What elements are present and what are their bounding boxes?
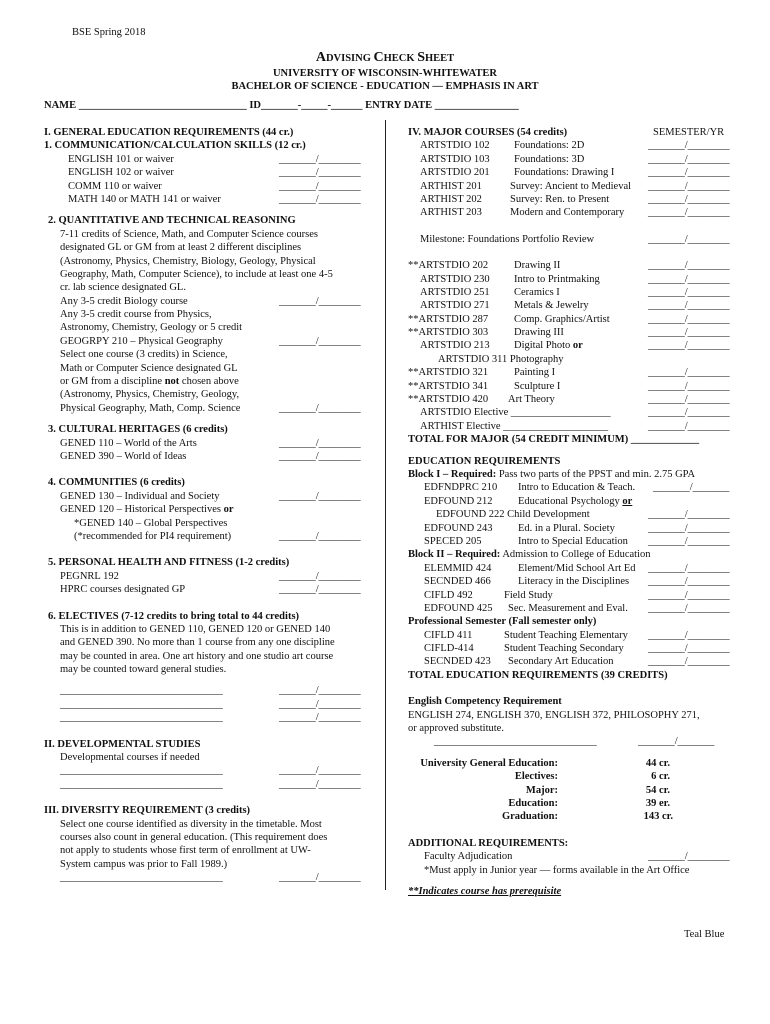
summary-row: Graduation: 143 cr. <box>501 811 673 823</box>
course-row: EDFOUND 222 Child Development _______/________ <box>436 509 730 521</box>
summary-row: Major: 54 cr. <box>525 784 670 796</box>
course-row: ARTSTDIO 103 Foundations: 3D _______/________ <box>420 153 730 165</box>
text-line: (Astronomy, Physics, Chemistry, Geology, <box>60 389 240 401</box>
course-row: ARTSTDIO 102 Foundations: 2D _______/________ <box>420 140 730 152</box>
additional-requirements-title: ADDITIONAL REQUIREMENTS: <box>408 837 569 849</box>
text-line: 7-11 credits of Science, Math, and Computer Science courses <box>60 228 318 240</box>
course-row: EDFNDPRC 210 Intro to Education & Teach. _______/_______ <box>424 482 730 494</box>
section-communities: 4. COMMUNITIES (6 credits) <box>48 477 185 489</box>
semester-blank[interactable]: _______/________ <box>279 530 361 542</box>
semester-blank[interactable]: _______/________ <box>648 300 730 312</box>
semester-blank[interactable]: _______/________ <box>279 437 361 449</box>
course-row: Any 3-5 credit Biology course _______/________ <box>60 295 361 307</box>
english-competency-title: English Competency Requirement <box>408 696 562 708</box>
section-communication: 1. COMMUNICATION/CALCULATION SKILLS (12 cr.) <box>44 140 306 152</box>
semester-blank[interactable]: _______/________ <box>648 602 730 614</box>
text-line: Geography, Math, Computer Science), to include at least one 4-5 <box>60 268 333 280</box>
semester-blank[interactable]: _______/________ <box>648 193 730 205</box>
course-row: ARTSTDIO 201 Foundations: Drawing I _______/________ <box>420 167 730 179</box>
course-row: ARTSTDIO 213 Digital Photo or _______/________ <box>420 340 730 352</box>
text-line: Select one course identified as diversity in the timetable. Most <box>60 818 322 830</box>
section-electives: 6. ELECTIVES (7-12 credits to bring total to 44 credits) <box>48 610 300 622</box>
course-row: CIFLD 411 Student Teaching Elementary _______/________ <box>424 629 730 641</box>
course-row: **ARTSTDIO 420 Art Theory _______/________ <box>408 394 730 406</box>
semester-header: SEMESTER/YR <box>653 127 725 138</box>
english-competency-blank[interactable]: _______________________________ _______/_______ <box>434 736 715 748</box>
semester-blank[interactable]: _______/________ <box>279 153 361 165</box>
semester-blank[interactable]: _______/________ <box>648 509 730 521</box>
text-line: not apply to students whose first term of enrollment at UW- <box>60 845 311 857</box>
semester-blank[interactable]: _______/________ <box>648 286 730 298</box>
text-line: designated GL or GM from at least 2 different disciplines <box>60 242 302 254</box>
semester-blank[interactable]: _______/________ <box>279 335 361 347</box>
elective-row[interactable]: ARTHIST Elective ____________________ _______/________ <box>420 420 730 432</box>
section-health-fitness: 5. PERSONAL HEALTH AND FITNESS (1-2 credits) <box>48 557 290 569</box>
semester-blank[interactable]: _______/________ <box>648 273 730 285</box>
text-line: *GENED 140 – Global Perspectives <box>74 517 228 529</box>
semester-blank[interactable]: _______/________ <box>648 207 730 219</box>
semester-blank[interactable]: _______/________ <box>279 570 361 582</box>
section-developmental: II. DEVELOPMENTAL STUDIES <box>44 738 201 750</box>
semester-blank[interactable]: _______/________ <box>648 153 730 165</box>
course-row: ARTSTDIO 230 Intro to Printmaking _______/________ <box>420 273 730 285</box>
university-name: UNIVERSITY OF WISCONSIN-WHITEWATER <box>272 68 498 79</box>
semester-blank[interactable]: _______/________ <box>648 522 730 534</box>
text-line: Select one course (3 credits) in Science, <box>60 349 228 361</box>
semester-blank[interactable]: _______/________ <box>279 295 361 307</box>
semester-blank[interactable]: _______/________ <box>648 380 730 392</box>
semester-blank[interactable]: _______/________ <box>648 562 730 574</box>
course-row: ARTSTDIO 271 Metals & Jewelry _______/________ <box>420 300 730 312</box>
course-row: GENED 390 – World of Ideas _______/________ <box>60 450 361 462</box>
left-column <box>44 126 374 885</box>
semester-blank[interactable]: _______/________ <box>648 313 730 325</box>
section-diversity: III. DIVERSITY REQUIREMENT (3 credits) <box>44 805 251 817</box>
summary-row: University General Education: 44 cr. <box>420 757 670 769</box>
course-row: ENGLISH 101 or waiver _______/________ <box>68 153 361 165</box>
course-row: CIFLD 492 Field Study _______/________ <box>424 589 730 601</box>
course-row: SECNDED 466 Literacy in the Disciplines _______/________ <box>424 576 730 588</box>
course-row: ARTSTDIO 311 Photography <box>438 353 564 365</box>
text-line: Developmental courses if needed <box>60 752 200 764</box>
semester-blank[interactable]: _______/________ <box>648 851 730 863</box>
total-education: TOTAL EDUCATION REQUIREMENTS (39 CREDITS) <box>408 669 668 681</box>
section-general-education: I. GENERAL EDUCATION REQUIREMENTS (44 cr.) <box>44 127 294 138</box>
semester-blank[interactable]: _______/________ <box>648 327 730 339</box>
text-line: This is in addition to GENED 110, GENED 120 or GENED 140 <box>60 623 331 635</box>
elective-row[interactable]: ARTSTDIO Elective ___________________ _______/________ <box>420 407 730 419</box>
course-row: ENGLISH 102 or waiver _______/________ <box>68 167 361 179</box>
course-row: SPECED 205 Intro to Special Education _______/________ <box>424 535 730 547</box>
semester-blank[interactable]: _______/________ <box>648 340 730 352</box>
course-row: EDFOUND 212 Educational Psychology or <box>424 495 633 507</box>
course-row: GENED 130 – Individual and Society _______/________ <box>60 490 361 502</box>
semester-blank[interactable]: _______/________ <box>648 643 730 655</box>
semester-blank[interactable]: _______/________ <box>648 589 730 601</box>
course-row: ARTHIST 201 Survey: Ancient to Medieval _______/________ <box>420 180 730 192</box>
text-line: Math or Computer Science designated GL <box>60 362 238 374</box>
elective-row[interactable]: _______________________________ _______/________ <box>60 685 361 697</box>
prerequisite-note: **Indicates course has prerequisite <box>408 885 562 897</box>
semester-blank[interactable]: _______/________ <box>648 535 730 547</box>
block-two-header: Block II – Required: Admission to College of Education <box>408 549 651 561</box>
course-row: GENED 110 – World of the Arts _______/________ <box>60 437 361 449</box>
right-column <box>408 126 748 898</box>
text-line: or GM from a discipline not chosen above <box>60 376 239 388</box>
semester-blank[interactable]: _______/________ <box>648 394 730 406</box>
text-line: *Must apply in Junior year — forms available in the Art Office <box>424 864 690 876</box>
course-row: ELEMMID 424 Element/Mid School Art Ed _______/________ <box>424 562 730 574</box>
semester-blank[interactable]: _______/________ <box>279 167 361 179</box>
text-line: may be counted toward general studies. <box>60 664 227 676</box>
course-row: GEOGRPY 210 – Physical Geography _______/________ <box>60 335 361 347</box>
section-quantitative: 2. QUANTITATIVE AND TECHNICAL REASONING <box>48 215 296 227</box>
text-line: cr. lab science designated GL. <box>60 282 186 294</box>
column-divider <box>385 120 386 890</box>
course-row: EDFOUND 425 Sec. Measurement and Eval. _______/________ <box>424 602 730 614</box>
text-line: Astronomy, Chemistry, Geology or 5 credit <box>60 322 243 334</box>
semester-blank[interactable]: _______/________ <box>648 367 730 379</box>
course-row: Physical Geography, Math, Comp. Science _______/________ <box>60 402 361 414</box>
faculty-adjudication-row: Faculty Adjudication _______/________ <box>424 851 730 863</box>
text-line: ENGLISH 274, ENGLISH 370, ENGLISH 372, PHILOSOPHY 271, <box>408 709 700 721</box>
text-line: System campus was prior to Fall 1989.) <box>60 858 228 870</box>
student-info-line[interactable]: NAME ________________________________ ID_______-_____-______ ENTRY DATE ________________ <box>44 100 519 111</box>
course-row: **ARTSTDIO 202 Drawing II _______/________ <box>408 260 730 272</box>
semester-blank[interactable]: _______/________ <box>648 629 730 641</box>
course-row: (*recommended for PI4 requirement) _______/________ <box>74 530 361 542</box>
semester-blank[interactable]: _______/________ <box>648 576 730 588</box>
semester-blank[interactable]: _______/________ <box>648 260 730 272</box>
text-line: or approved substitute. <box>408 723 504 735</box>
course-row: MATH 140 or MATH 141 or waiver _______/________ <box>68 193 361 205</box>
course-row: COMM 110 or waiver _______/________ <box>68 180 361 192</box>
text-line: may be counted in area. One art history and one studio art course <box>60 650 334 662</box>
section-education: EDUCATION REQUIREMENTS <box>408 455 561 467</box>
course-row: PEGNRL 192 _______/________ <box>60 570 361 582</box>
professional-semester-header: Professional Semester (Fall semester only) <box>408 616 597 628</box>
section-cultural-heritages: 3. CULTURAL HERITAGES (6 credits) <box>48 424 228 436</box>
text-line: courses also count in general education. (This requirement does <box>60 831 328 843</box>
paper-color-note: Teal Blue <box>684 929 725 940</box>
semester-blank[interactable]: _______/________ <box>279 490 361 502</box>
developmental-row[interactable]: _______________________________ _______/________ <box>60 765 361 777</box>
page-title: ADVISING CHECK SHEET <box>315 50 455 65</box>
summary-row: Electives: 6 cr. <box>514 771 670 783</box>
semester-blank[interactable]: _______/________ <box>279 193 361 205</box>
block-one-header: Block I – Required: Pass two parts of the PPST and min. 2.75 GPA <box>408 468 696 480</box>
course-row: CIFLD-414 Student Teaching Secondary _______/________ <box>424 643 730 655</box>
course-row: EDFOUND 243 Ed. in a Plural. Society _______/________ <box>424 522 730 534</box>
elective-row[interactable]: _______________________________ _______/________ <box>60 698 361 710</box>
semester-blank[interactable]: _______/________ <box>648 233 730 245</box>
course-row: HPRC courses designated GP _______/________ <box>60 584 361 596</box>
course-row: ARTSTDIO 251 Ceramics I _______/________ <box>420 286 730 298</box>
semester-blank[interactable]: _______/________ <box>279 402 361 414</box>
milestone-row: Milestone: Foundations Portfolio Review _______/________ <box>420 233 730 245</box>
course-row: ARTHIST 203 Modern and Contemporary _______/________ <box>420 207 730 219</box>
semester-blank[interactable]: _______/________ <box>279 584 361 596</box>
semester-blank[interactable]: _______/________ <box>648 140 730 152</box>
text-line: GENED 120 – Historical Perspectives or <box>60 504 234 516</box>
course-row: SECNDED 423 Secondary Art Education _______/________ <box>424 656 730 668</box>
semester-blank[interactable]: _______/________ <box>648 167 730 179</box>
text-line: (Astronomy, Physics, Chemistry, Biology, Geology, Physical <box>60 255 316 267</box>
developmental-row[interactable]: _______________________________ _______/________ <box>60 778 361 790</box>
semester-blank[interactable]: _______/_______ <box>653 482 730 494</box>
semester-blank[interactable]: _______/________ <box>648 656 730 668</box>
course-row: **ARTSTDIO 287 Comp. Graphics/Artist _______/________ <box>408 313 730 325</box>
course-row: **ARTSTDIO 341 Sculpture I _______/________ <box>408 380 730 392</box>
course-row: **ARTSTDIO 303 Drawing III _______/________ <box>408 327 730 339</box>
diversity-row[interactable]: _______________________________ _______/________ <box>60 872 361 884</box>
text-line: Any 3-5 credit course from Physics, <box>60 309 212 321</box>
text-line: and GENED 390. No more than 1 course from any one discipline <box>60 637 335 649</box>
summary-row: Education: 39 er. <box>508 797 670 809</box>
semester-blank[interactable]: _______/________ <box>648 180 730 192</box>
semester-blank[interactable]: _______/________ <box>279 450 361 462</box>
section-major-courses: IV. MAJOR COURSES (54 credits) SEMESTER/YR <box>408 127 725 138</box>
degree-name: BACHELOR OF SCIENCE - EDUCATION — EMPHASIS IN ART <box>231 81 539 92</box>
semester-blank[interactable]: _______/________ <box>279 180 361 192</box>
course-row: ARTHIST 202 Survey: Ren. to Present _______/________ <box>420 193 730 205</box>
elective-row[interactable]: _______________________________ _______/________ <box>60 712 361 724</box>
total-major: TOTAL FOR MAJOR (54 CREDIT MINIMUM) _____________ <box>408 434 700 446</box>
course-row: **ARTSTDIO 321 Painting I _______/________ <box>408 367 730 379</box>
form-version: BSE Spring 2018 <box>72 27 146 38</box>
